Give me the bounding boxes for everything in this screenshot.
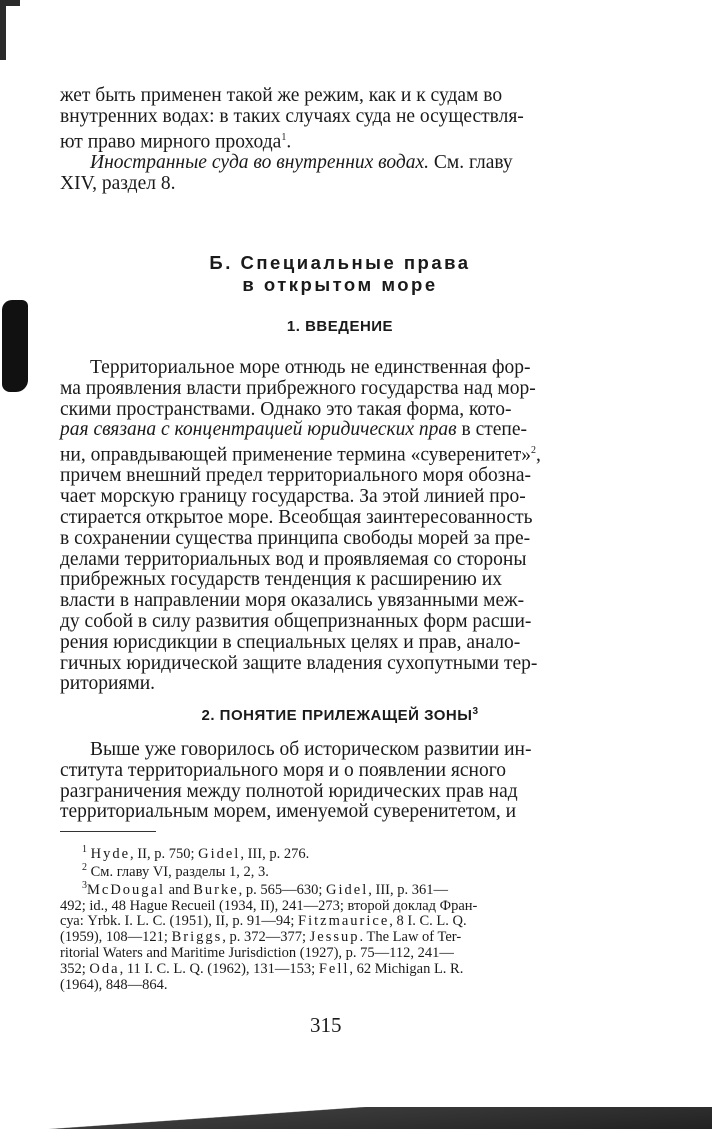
- text-line: внутренних водах: в таких случаях суда не осуществля-: [60, 105, 524, 127]
- footnote-text: (1964), 848—864.: [60, 976, 168, 993]
- text-line: См. главу: [429, 151, 513, 173]
- subheading-text: 1. ВВЕДЕНИЕ: [286, 318, 394, 335]
- text-line: разграничения между полнотой юридических прав над: [60, 780, 518, 802]
- text-line: ют право мирного прохода: [60, 131, 282, 153]
- text-line: ститута территориального моря и о появлении ясного: [60, 759, 506, 781]
- text-line: ду собой в силу развития общепризнанных форм расши-: [60, 611, 532, 633]
- footnote-marker: 2: [530, 445, 536, 457]
- margin-ink-blot: [2, 300, 28, 392]
- footnote-number: 3: [82, 880, 87, 891]
- section-heading: [150, 252, 530, 296]
- author-name: Briggs: [171, 929, 223, 946]
- text-line: ,: [535, 444, 541, 466]
- text-line: территориальным морем, именуемой суверенитетом, и: [60, 801, 517, 823]
- text-line: стирается открытое море. Всеобщая заинтересованность: [60, 507, 533, 529]
- text-line: причем внешний предел территориального моря обозна-: [60, 465, 532, 487]
- text-line: Территориальное море отнюдь не единственная фор-: [90, 357, 531, 378]
- author-name: Jessup: [309, 929, 360, 946]
- text-line: чает морскую границу государства. За этой линией про-: [60, 486, 526, 508]
- scan-edge-mark: [0, 0, 6, 60]
- footnote-text: , 11 I. C. L. Q. (1962), 131—153;: [119, 960, 319, 977]
- section-title-line1: Б. Специальные права: [209, 252, 471, 273]
- text-line: делами территориальных вод и проявляемая со стороны: [60, 548, 527, 570]
- text-line: ма проявления власти прибрежного государства над мор-: [60, 377, 536, 399]
- author-name: Hyde: [90, 845, 131, 862]
- author-name: McDougal: [87, 881, 166, 898]
- text-line: ни, оправдывающей применение термина «суверенитет»: [60, 444, 531, 466]
- author-name: Fitzmaurice: [298, 913, 390, 930]
- text-line: власти в направлении моря оказались увязанными меж-: [60, 590, 525, 612]
- footnote-text: суа: Yrbk. I. L. C. (1951), II, p. 91—94;: [60, 913, 299, 930]
- italic-phrase: рая связана с концентрацией юридических прав: [60, 419, 457, 441]
- footnote-text: , 62 Michigan L. R.: [349, 960, 464, 977]
- author-name: Gidel: [198, 845, 241, 862]
- footnote-text: , II, p. 750;: [130, 845, 199, 862]
- paragraph-contiguous-zone: [60, 740, 610, 823]
- section-title-line2: в открытом море: [242, 274, 438, 295]
- text-line: XIV, раздел 8.: [60, 172, 176, 194]
- footnote-text: , III, p. 276.: [240, 845, 310, 862]
- author-name: Oda: [89, 960, 120, 977]
- text-line: .: [286, 131, 292, 153]
- author-name: Fell: [318, 960, 350, 977]
- footnote-text: , p. 372—377;: [222, 929, 310, 946]
- footnote-marker: 3: [472, 706, 479, 717]
- footnote-text: , III, p. 361—: [368, 881, 449, 898]
- footnote-text: 492; id., 48 Hague Recueil (1934, II), 241—273; второй доклад Фран-: [60, 897, 478, 914]
- italic-lead: Иностранные суда во внутренних водах.: [90, 151, 430, 173]
- footnote-divider: [60, 831, 156, 832]
- text-line: гичных юридической защите владения сухопутными тер-: [60, 652, 538, 674]
- subheading-contiguous-zone: [120, 706, 560, 724]
- intro-paragraph: [60, 86, 610, 194]
- author-name: Burke: [193, 881, 239, 898]
- scan-bottom-edge: [0, 1107, 712, 1129]
- text-line: рения юрисдикции в специальных целях и прав, анало-: [60, 631, 521, 653]
- subheading-introduction: [150, 318, 530, 335]
- author-name: Gidel: [326, 881, 369, 898]
- footnote-text: См. главу VI, разделы 1, 2, 3.: [90, 863, 269, 880]
- paragraph-territorial-sea: [60, 358, 610, 695]
- subheading-text: 2. ПОНЯТИЕ ПРИЛЕЖАЩЕЙ ЗОНЫ: [201, 707, 473, 724]
- footnote-text: and: [165, 881, 194, 898]
- text-line: в степе-: [456, 419, 527, 441]
- footnote-number: 1: [82, 844, 87, 855]
- scan-edge-mark: [6, 0, 20, 6]
- text-line: жет быть применен такой же режим, как и к судам во: [60, 85, 503, 106]
- footnote-text: 352;: [60, 960, 90, 977]
- footnote-text: , p. 565—630;: [238, 881, 327, 898]
- footnote-text: (1959), 108—121;: [60, 929, 172, 946]
- text-line: скими пространствами. Однако это такая форма, кото-: [60, 398, 512, 420]
- footnote-text: . The Law of Ter-: [359, 929, 462, 946]
- text-line: в сохранении существа принципа свободы морей за пре-: [60, 527, 531, 549]
- text-line: риториями.: [60, 673, 156, 695]
- text-line: прибрежных государств тенденция к расширению их: [60, 569, 502, 591]
- page-number: 315: [310, 1013, 342, 1037]
- footnote-marker: 1: [281, 131, 287, 143]
- footnote-number: 2: [82, 862, 87, 873]
- text-line: Выше уже говорилось об историческом развитии ин-: [90, 739, 532, 760]
- footnote-text: ritorial Waters and Maritime Jurisdiction (1927), p. 75—112, 241—: [60, 945, 454, 962]
- footnote-text: , 8 I. C. L. Q.: [389, 913, 467, 930]
- footnote-3: [60, 878, 615, 993]
